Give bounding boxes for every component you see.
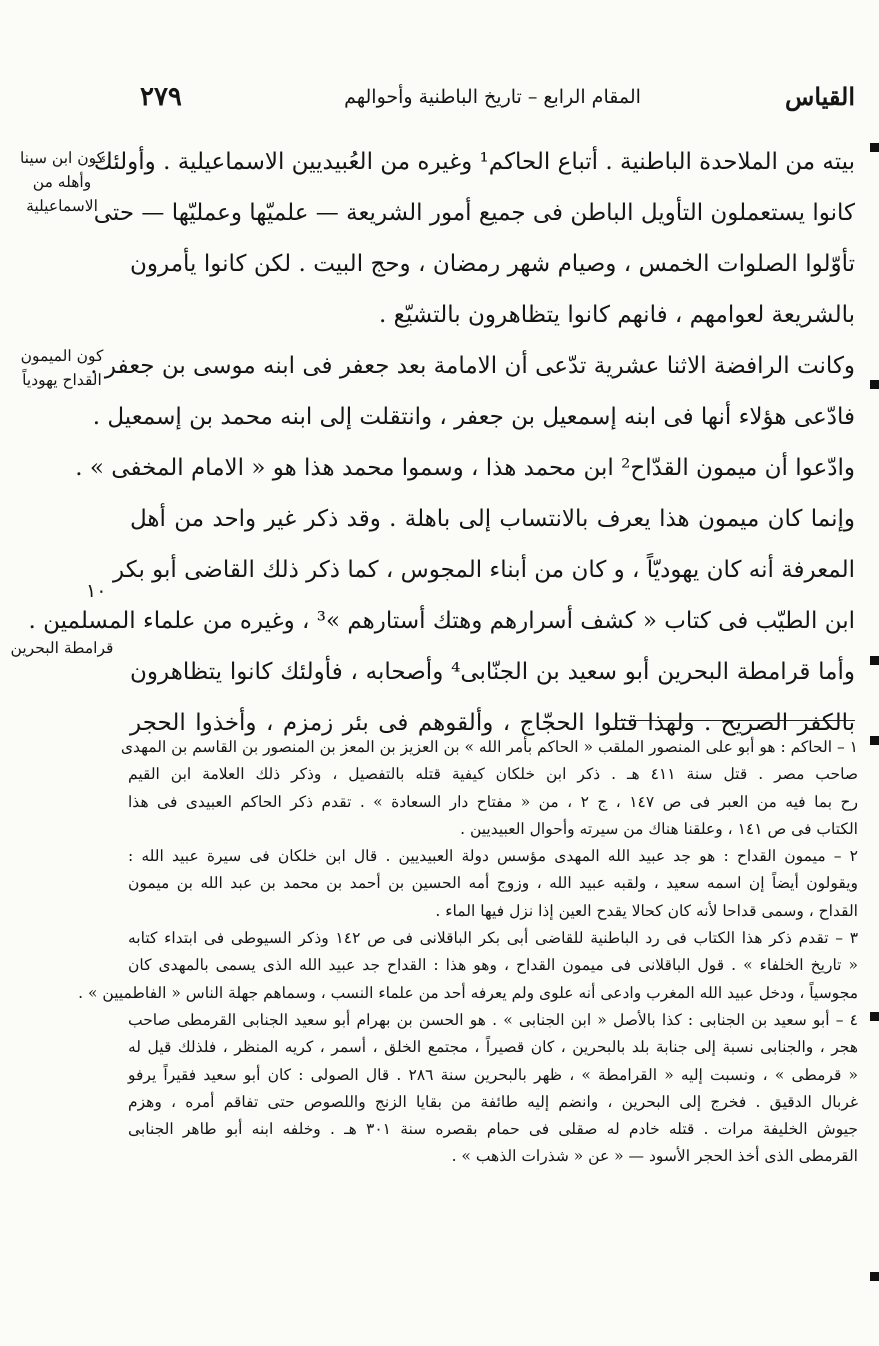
footnote-line: القداح ، وسمى قداحا لأنه كان كحالا يقدح العين إذا نزل فيها الماء . [435,901,858,920]
text-line: وادّعوا أن ميمون القدّاح² ابن محمد هذا ، وسموا محمد هذا هو « الامام المخفى » . [75,455,855,481]
footnote-line: جيوش الخليفة مرات . قتله خادم له صقلى فى حمام بقصره سنة ٣٠١ هـ . وخلفه ابنه أبو طاهر الجنابى [128,1120,858,1139]
text-line: وكانت الرافضة الاثنا عشرية تدّعى أن الامامة بعد جعفر فى ابنه موسى بن جعفر . [90,353,855,379]
text-line: ابن الطيّب فى كتاب « كشف أسرارهم وهتك أستارهم »³ ، وغيره من علماء المسلمين . [28,608,855,634]
footnote-line: هجر ، والجنابى نسبة إلى جنابة بلد بالبحرين ، كان قصيراً ، مجتمع الخلق ، أسمر ، كريه المنظر ، فلذلك قيل له [128,1038,858,1057]
text-line: بيته من الملاحدة الباطنية . أتباع الحاكم¹ وغيره من العُبيديين الاسماعيلية . وأولئك [93,149,855,175]
text-line: وأما قرامطة البحرين أبو سعيد بن الجنّابى⁴ وأصحابه ، فأولئك كانوا يتظاهرون [130,659,855,685]
scan-margin-mark [870,143,879,152]
page-header [130,78,855,118]
page-number: ٢٧٩ [140,82,182,112]
footnote-line: القرمطى الذى أخذ الحجر الأسود — « عن « شذرات الذهب » . [451,1147,858,1166]
text-line: وإنما كان ميمون هذا يعرف بالانتساب إلى باهلة . وقد ذكر غير واحد من أهل [130,506,855,532]
footnote-line: ٢ – ميمون القداح : هو جد عبيد الله المهدى مؤسس دولة العبيديين . قال ابن خلكان فى سيرة عبيد الله : [128,847,858,866]
section-title: القياس [785,82,855,111]
scan-margin-mark [870,380,879,389]
footnote-line: الكتاب فى ص ١٤١ ، وعلقنا هناك من سيرته وأحوال العبيديين . [460,819,858,838]
line-number: ١٠ [86,580,107,602]
running-title: المقام الرابع – تاريخ الباطنية وأحوالهم [344,86,641,108]
footnote-line: مجوسياً ، ودخل عبيد الله المغرب وادعى أنه علوى ولم يعرفه أحد من علماء النسب ، وسماهم جهلة الناس « الفاطميين » . [78,983,858,1002]
footnotes [78,734,859,1171]
scan-margin-mark [870,1012,879,1021]
footnote-line: ويقولون أيضاً إن اسمه سعيد ، ولقبه عبيد الله ، وزوج أمه الحسين بن أحمد بن محمد بن عبد الله بن ميمون [128,874,858,893]
margin-note-maymun: كون الميمون القداح يهودياً [20,347,104,389]
footnote-line: ٣ – تقدم ذكر هذا الكتاب فى رد الباطنية للقاضى أبى بكر الباقلانى فى ص ١٤٢ وذكر السيوطى فى ابتداء كتابه [128,929,859,948]
footnote-line: « تاريخ الخلفاء » . قول الباقلانى فى ميمون القداح ، وهو هذا : القداح جد عبيد الله الذى يسمى بالمهدى كان [128,956,858,975]
footnote-line: رح بما فيه من العبر فى ص ١٤٧ ، ج ٢ ، من « مفتاح دار السعادة » . تقدم ذكر الحاكم العبيدى فى هذا [128,792,859,811]
scan-margin-mark [870,736,879,745]
footnote-line: غربال الدقيق . فخرج إلى البحرين ، وانضم إليه طائفة من بقايا الزنج واللصوص حتى تفاقم أمره ، وهزم [128,1092,858,1111]
text-line: تأوّلوا الصلوات الخمس ، وصيام شهر رمضان ، وحج البيت . لكن كانوا يأمرون [130,251,855,277]
text-line: المعرفة أنه كان يهوديّاً ، و كان من أبناء المجوس ، كما ذكر ذلك القاضى أبو بكر [113,557,855,583]
footnote-line: صاحب مصر . قتل سنة ٤١١ هـ . ذكر ابن خلكان كيفية قتله بالتفصيل ، وذكر ذلك العلامة ابن القيم [128,765,858,784]
footnote-line: ١ – الحاكم : هو أبو على المنصور الملقب « الحاكم بأمر الله » بن العزيز بن المعز بن المنصور بن القاسم بن المهدى [120,738,858,756]
text-line: كانوا يستعملون التأويل الباطن فى جميع أمور الشريعة — علميّها وعمليّها — حتى [93,200,855,226]
scan-margin-mark [870,1272,879,1281]
margin-note-ibn-sina: كون ابن سينا وأهله من الاسماعيلية [19,149,105,215]
footnote-line: ٤ – أبو سعيد بن الجنابى : كذا بالأصل « ابن الجنابى » . هو الحسن بن بهرام أبو سعيد الجنابى القرمطى صاحب [128,1010,858,1029]
margin-note-qaramita: قرامطة البحرين [10,639,114,657]
footnote-divider [615,720,855,721]
text-line: بالشريعة لعوامهم ، فانهم كانوا يتظاهرون بالتشيّع . [378,302,855,328]
scan-margin-mark [870,656,879,665]
text-line: بالكفر الصريح . ولهذا قتلوا الحجّاج ، وألقوهم فى بئر زمزم ، وأخذوا الحجر [130,710,855,736]
text-line: فادّعى هؤلاء أنها فى ابنه إسمعيل بن جعفر ، وانتقلت إلى ابنه محمد بن إسمعيل . [92,404,855,430]
footnote-line: « قرمطى » ، ونسبت إليه « القرامطة » ، ظهر بالبحرين سنة ٢٨٦ . قال الصولى : كان أبو سعيد فقيراً يرفو [128,1065,859,1084]
